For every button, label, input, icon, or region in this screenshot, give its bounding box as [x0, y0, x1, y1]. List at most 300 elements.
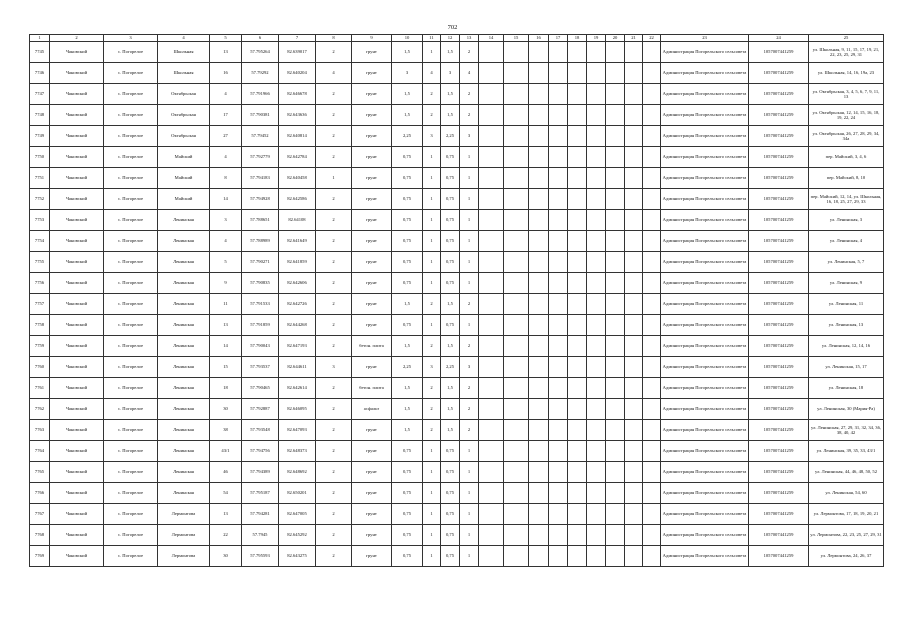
house-cell: 14 [210, 336, 242, 357]
ogrn-cell: 1057007441259 [749, 546, 809, 567]
house-cell: 13 [210, 504, 242, 525]
addresses-cell: ул. Ленинская, 12, 14, 16 [809, 336, 884, 357]
owner-cell: Администрация Погорельского сельсовета [661, 126, 749, 147]
empty-cell [587, 483, 606, 504]
table-row [30, 210, 884, 231]
value-cell: 0,75 [441, 483, 460, 504]
empty-cell [625, 420, 643, 441]
empty-cell [587, 504, 606, 525]
empty-cell [529, 504, 549, 525]
table-row [30, 105, 884, 126]
value-cell: 0,75 [441, 525, 460, 546]
lanes-cell: 2 [316, 546, 352, 567]
latitude-cell: 57.792779 [242, 147, 279, 168]
value-cell: 1,5 [392, 42, 423, 63]
empty-cell [529, 252, 549, 273]
column-number: 7 [279, 35, 316, 42]
longitude-cell: 82.646678 [279, 84, 316, 105]
street-cell: Школьная [158, 42, 210, 63]
lanes-cell: 2 [316, 336, 352, 357]
row-number: 7748 [30, 105, 50, 126]
street-cell: Ленинская [158, 378, 210, 399]
empty-cell [479, 84, 504, 105]
owner-cell: Администрация Погорельского сельсовета [661, 546, 749, 567]
latitude-cell: 57.790381 [242, 105, 279, 126]
empty-cell [529, 189, 549, 210]
empty-cell [643, 399, 661, 420]
value-cell: 1 [423, 504, 441, 525]
empty-cell [549, 210, 568, 231]
owner-cell: Администрация Погорельского сельсовета [661, 483, 749, 504]
empty-cell [568, 252, 587, 273]
settlement-cell: с. Погорелое [104, 105, 158, 126]
owner-cell: Администрация Погорельского сельсовета [661, 210, 749, 231]
value-cell: 0,75 [392, 252, 423, 273]
latitude-cell: 57.795264 [242, 42, 279, 63]
value-cell: 2,25 [441, 126, 460, 147]
empty-cell [568, 399, 587, 420]
house-cell: 43/1 [210, 441, 242, 462]
empty-cell [529, 63, 549, 84]
empty-cell [587, 42, 606, 63]
ogrn-cell: 1057007441259 [749, 273, 809, 294]
empty-cell [529, 378, 549, 399]
empty-cell [643, 189, 661, 210]
empty-cell [625, 483, 643, 504]
street-cell: Октябрьская [158, 126, 210, 147]
lanes-cell: 2 [316, 420, 352, 441]
empty-cell [625, 399, 643, 420]
column-number: 3 [104, 35, 158, 42]
latitude-cell: 57.794756 [242, 441, 279, 462]
settlement-cell: с. Погорелое [104, 483, 158, 504]
addresses-cell: пер. Майский, 3, 4, 6 [809, 147, 884, 168]
empty-cell [568, 462, 587, 483]
empty-cell [549, 105, 568, 126]
empty-cell [529, 336, 549, 357]
longitude-cell: 82.641649 [279, 231, 316, 252]
column-number: 24 [749, 35, 809, 42]
empty-cell [625, 546, 643, 567]
empty-cell [549, 189, 568, 210]
empty-cell [568, 504, 587, 525]
street-cell: Школьная [158, 63, 210, 84]
empty-cell [625, 105, 643, 126]
surface-cell: грунт [352, 315, 392, 336]
addresses-cell: ул. Ленинская, 15, 17 [809, 357, 884, 378]
table-row [30, 357, 884, 378]
empty-cell [643, 336, 661, 357]
empty-cell [504, 462, 529, 483]
empty-cell [549, 546, 568, 567]
empty-cell [479, 294, 504, 315]
table-row [30, 378, 884, 399]
empty-cell [504, 294, 529, 315]
value-cell: 1 [423, 483, 441, 504]
empty-cell [643, 126, 661, 147]
empty-cell [479, 315, 504, 336]
ogrn-cell: 1057007441259 [749, 462, 809, 483]
empty-cell [568, 126, 587, 147]
addresses-cell: ул. Октябрьская, 3, 4, 5, 6, 7, 9, 11, 13 [809, 84, 884, 105]
latitude-cell: 57.794183 [242, 168, 279, 189]
value-cell: 0,75 [392, 504, 423, 525]
empty-cell [504, 147, 529, 168]
house-cell: 18 [210, 378, 242, 399]
district-cell: Чановский [50, 294, 104, 315]
house-cell: 38 [210, 420, 242, 441]
empty-cell [568, 546, 587, 567]
empty-cell [479, 525, 504, 546]
empty-cell [549, 147, 568, 168]
lanes-cell: 2 [316, 525, 352, 546]
empty-cell [568, 483, 587, 504]
empty-cell [587, 420, 606, 441]
empty-cell [529, 315, 549, 336]
empty-cell [549, 420, 568, 441]
street-cell: Октябрьская [158, 105, 210, 126]
row-number: 7755 [30, 252, 50, 273]
lanes-cell: 2 [316, 84, 352, 105]
value-cell: 1 [460, 231, 479, 252]
addresses-cell: пер. Майский, 8, 10 [809, 168, 884, 189]
value-cell: 3 [460, 357, 479, 378]
value-cell: 0,75 [392, 483, 423, 504]
empty-cell [479, 63, 504, 84]
empty-cell [529, 42, 549, 63]
empty-cell [504, 378, 529, 399]
latitude-cell: 57.794928 [242, 189, 279, 210]
empty-cell [479, 105, 504, 126]
lanes-cell: 2 [316, 189, 352, 210]
value-cell: 2 [460, 378, 479, 399]
empty-cell [504, 252, 529, 273]
longitude-cell: 82.64108 [279, 210, 316, 231]
table-row [30, 315, 884, 336]
empty-cell [587, 252, 606, 273]
value-cell: 1 [460, 168, 479, 189]
value-cell: 0,75 [441, 273, 460, 294]
value-cell: 0,75 [441, 252, 460, 273]
empty-cell [606, 399, 625, 420]
latitude-cell: 57.795593 [242, 546, 279, 567]
house-cell: 17 [210, 105, 242, 126]
lanes-cell: 2 [316, 378, 352, 399]
addresses-cell: ул. Ленинская, 4 [809, 231, 884, 252]
row-number: 7753 [30, 210, 50, 231]
surface-cell: грунт [352, 231, 392, 252]
district-cell: Чановский [50, 252, 104, 273]
surface-cell: грунт [352, 294, 392, 315]
value-cell: 1,5 [392, 420, 423, 441]
empty-cell [643, 273, 661, 294]
row-number: 7766 [30, 483, 50, 504]
empty-cell [587, 462, 606, 483]
ogrn-cell: 1057007441259 [749, 336, 809, 357]
empty-cell [606, 315, 625, 336]
latitude-cell: 57.795187 [242, 483, 279, 504]
street-cell: Ленинская [158, 399, 210, 420]
value-cell: 2,25 [392, 126, 423, 147]
empty-cell [504, 273, 529, 294]
ogrn-cell: 1057007441259 [749, 315, 809, 336]
empty-cell [504, 483, 529, 504]
ogrn-cell: 1057007441259 [749, 84, 809, 105]
table-row [30, 147, 884, 168]
ogrn-cell: 1057007441259 [749, 189, 809, 210]
empty-cell [479, 546, 504, 567]
street-cell: Лермонтова [158, 525, 210, 546]
empty-cell [549, 231, 568, 252]
empty-cell [504, 357, 529, 378]
row-number: 7751 [30, 168, 50, 189]
street-cell: Ленинская [158, 231, 210, 252]
longitude-cell: 82.639017 [279, 42, 316, 63]
empty-cell [587, 357, 606, 378]
empty-cell [504, 63, 529, 84]
district-cell: Чановский [50, 399, 104, 420]
house-cell: 9 [210, 273, 242, 294]
empty-cell [643, 546, 661, 567]
value-cell: 1,5 [392, 294, 423, 315]
empty-cell [504, 315, 529, 336]
latitude-cell: 57.788651 [242, 210, 279, 231]
value-cell: 1 [423, 462, 441, 483]
value-cell: 1 [423, 273, 441, 294]
empty-cell [625, 504, 643, 525]
value-cell: 2 [460, 336, 479, 357]
empty-cell [529, 168, 549, 189]
header-row [30, 35, 884, 42]
value-cell: 2 [460, 420, 479, 441]
longitude-cell: 82.647093 [279, 420, 316, 441]
lanes-cell: 4 [316, 63, 352, 84]
house-cell: 30 [210, 399, 242, 420]
value-cell: 0,75 [392, 315, 423, 336]
value-cell: 2 [460, 105, 479, 126]
value-cell: 1 [423, 546, 441, 567]
empty-cell [587, 126, 606, 147]
column-number: 14 [479, 35, 504, 42]
value-cell: 1 [460, 147, 479, 168]
lanes-cell: 2 [316, 462, 352, 483]
value-cell: 0,75 [392, 189, 423, 210]
empty-cell [606, 441, 625, 462]
empty-cell [568, 357, 587, 378]
surface-cell: грунт [352, 168, 392, 189]
table-row [30, 42, 884, 63]
empty-cell [568, 420, 587, 441]
lanes-cell: 2 [316, 231, 352, 252]
house-cell: 54 [210, 483, 242, 504]
owner-cell: Администрация Погорельского сельсовета [661, 189, 749, 210]
empty-cell [568, 336, 587, 357]
value-cell: 2 [460, 84, 479, 105]
ogrn-cell: 1057007441259 [749, 483, 809, 504]
empty-cell [643, 42, 661, 63]
settlement-cell: с. Погорелое [104, 546, 158, 567]
empty-cell [529, 546, 549, 567]
owner-cell: Администрация Погорельского сельсовета [661, 504, 749, 525]
addresses-cell: ул. Ленинская, 5, 7 [809, 252, 884, 273]
empty-cell [568, 84, 587, 105]
column-number: 23 [661, 35, 749, 42]
lanes-cell: 2 [316, 273, 352, 294]
value-cell: 0,75 [392, 273, 423, 294]
row-number: 7750 [30, 147, 50, 168]
latitude-cell: 57.791966 [242, 84, 279, 105]
empty-cell [504, 441, 529, 462]
table-row [30, 252, 884, 273]
empty-cell [529, 147, 549, 168]
value-cell: 1 [460, 315, 479, 336]
empty-cell [479, 462, 504, 483]
lanes-cell: 2 [316, 504, 352, 525]
house-cell: 30 [210, 546, 242, 567]
value-cell: 0,75 [392, 441, 423, 462]
owner-cell: Администрация Погорельского сельсовета [661, 315, 749, 336]
value-cell: 0,75 [441, 315, 460, 336]
value-cell: 1 [423, 441, 441, 462]
table-row [30, 441, 884, 462]
empty-cell [625, 525, 643, 546]
empty-cell [643, 84, 661, 105]
value-cell: 3 [423, 126, 441, 147]
empty-cell [529, 483, 549, 504]
column-number: 11 [423, 35, 441, 42]
house-cell: 5 [210, 252, 242, 273]
column-number: 9 [352, 35, 392, 42]
empty-cell [606, 231, 625, 252]
district-cell: Чановский [50, 378, 104, 399]
empty-cell [479, 441, 504, 462]
empty-cell [549, 126, 568, 147]
value-cell: 0,75 [392, 210, 423, 231]
empty-cell [587, 273, 606, 294]
longitude-cell: 82.643636 [279, 105, 316, 126]
empty-cell [549, 483, 568, 504]
empty-cell [587, 546, 606, 567]
settlement-cell: с. Погорелое [104, 441, 158, 462]
value-cell: 1,5 [392, 105, 423, 126]
ogrn-cell: 1057007441259 [749, 504, 809, 525]
value-cell: 1 [460, 546, 479, 567]
value-cell: 1,5 [441, 84, 460, 105]
empty-cell [504, 546, 529, 567]
addresses-cell: ул. Ленинская, 3 [809, 210, 884, 231]
value-cell: 1 [423, 525, 441, 546]
value-cell: 1,5 [441, 42, 460, 63]
house-cell: 3 [210, 210, 242, 231]
empty-cell [643, 378, 661, 399]
empty-cell [643, 483, 661, 504]
value-cell: 0,75 [441, 147, 460, 168]
lanes-cell: 2 [316, 126, 352, 147]
empty-cell [479, 147, 504, 168]
empty-cell [625, 147, 643, 168]
table-row [30, 504, 884, 525]
addresses-cell: ул. Ленинская, 9 [809, 273, 884, 294]
owner-cell: Администрация Погорельского сельсовета [661, 294, 749, 315]
latitude-cell: 57.790043 [242, 336, 279, 357]
value-cell: 0,75 [392, 168, 423, 189]
empty-cell [549, 357, 568, 378]
empty-cell [529, 84, 549, 105]
district-cell: Чановский [50, 63, 104, 84]
longitude-cell: 82.650201 [279, 483, 316, 504]
settlement-cell: с. Погорелое [104, 231, 158, 252]
empty-cell [479, 210, 504, 231]
district-cell: Чановский [50, 336, 104, 357]
empty-cell [625, 63, 643, 84]
ogrn-cell: 1057007441259 [749, 252, 809, 273]
value-cell: 1,5 [441, 336, 460, 357]
surface-cell: бетон. плита [352, 378, 392, 399]
table-row [30, 189, 884, 210]
row-number: 7752 [30, 189, 50, 210]
surface-cell: грунт [352, 252, 392, 273]
table-row [30, 420, 884, 441]
ogrn-cell: 1057007441259 [749, 420, 809, 441]
settlement-cell: с. Погорелое [104, 420, 158, 441]
district-cell: Чановский [50, 105, 104, 126]
empty-cell [643, 462, 661, 483]
empty-cell [504, 84, 529, 105]
empty-cell [568, 189, 587, 210]
row-number: 7757 [30, 294, 50, 315]
value-cell: 1,5 [441, 294, 460, 315]
table-row [30, 63, 884, 84]
row-number: 7749 [30, 126, 50, 147]
column-number: 6 [242, 35, 279, 42]
street-cell: Ленинская [158, 462, 210, 483]
street-cell: Ленинская [158, 483, 210, 504]
empty-cell [479, 483, 504, 504]
value-cell: 4 [460, 63, 479, 84]
column-number: 2 [50, 35, 104, 42]
surface-cell: грунт [352, 462, 392, 483]
lanes-cell: 2 [316, 399, 352, 420]
value-cell: 3 [441, 63, 460, 84]
empty-cell [549, 504, 568, 525]
value-cell: 2,25 [392, 357, 423, 378]
table-row [30, 462, 884, 483]
table-row [30, 231, 884, 252]
longitude-cell: 82.642784 [279, 147, 316, 168]
column-number: 13 [460, 35, 479, 42]
page-number: 702 [447, 24, 458, 31]
empty-cell [625, 294, 643, 315]
value-cell: 2 [460, 294, 479, 315]
longitude-cell: 82.644611 [279, 357, 316, 378]
longitude-cell: 82.641859 [279, 252, 316, 273]
empty-cell [568, 63, 587, 84]
lanes-cell: 2 [316, 210, 352, 231]
empty-cell [549, 378, 568, 399]
empty-cell [606, 420, 625, 441]
house-cell: 14 [210, 189, 242, 210]
empty-cell [479, 399, 504, 420]
empty-cell [568, 42, 587, 63]
empty-cell [606, 483, 625, 504]
settlement-cell: с. Погорелое [104, 462, 158, 483]
empty-cell [587, 399, 606, 420]
lanes-cell: 2 [316, 42, 352, 63]
value-cell: 0,75 [392, 546, 423, 567]
house-cell: 4 [210, 84, 242, 105]
lanes-cell: 1 [316, 168, 352, 189]
lanes-cell: 2 [316, 315, 352, 336]
